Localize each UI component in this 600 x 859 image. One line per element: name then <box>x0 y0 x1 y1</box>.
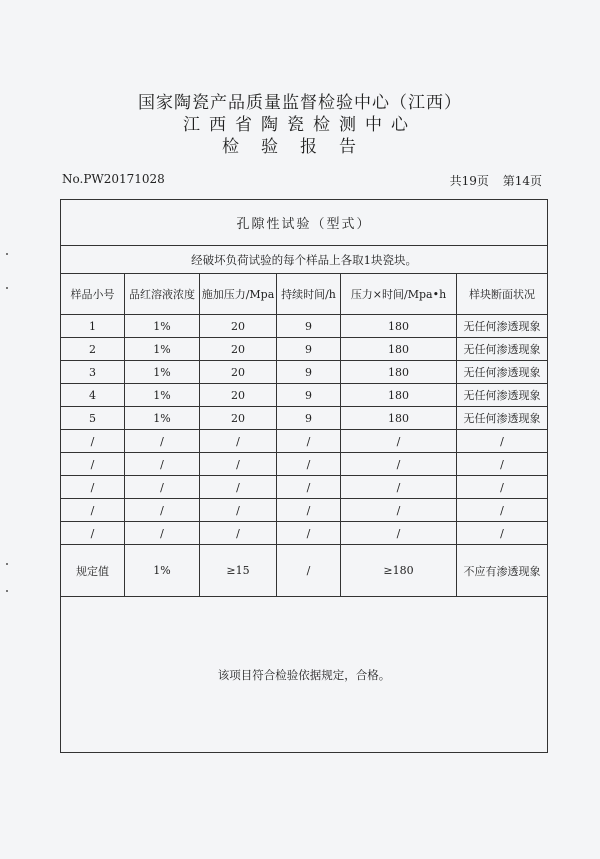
table-row <box>61 338 548 361</box>
table-cell: / <box>457 499 548 522</box>
table-cell: / <box>341 453 457 476</box>
table-cell: / <box>341 476 457 499</box>
report-type: 检验报告 <box>222 137 378 157</box>
column-header: 样块断面状况 <box>457 274 548 315</box>
table-cell: 1% <box>125 407 200 430</box>
table-cell: / <box>125 453 200 476</box>
table-cell: 180 <box>341 384 457 407</box>
scan-dot <box>6 563 8 565</box>
table-cell: / <box>341 499 457 522</box>
table-cell: / <box>61 430 125 453</box>
requirement-cell: ≥180 <box>341 545 457 597</box>
table-cell: 180 <box>341 407 457 430</box>
scan-dot <box>6 253 8 255</box>
report-header <box>0 92 600 158</box>
test-title: 孔隙性试验（型式） <box>61 200 548 246</box>
current-page: 第14页 <box>502 174 542 188</box>
total-pages: 共19页 <box>449 174 489 188</box>
report-number: No.PW20171028 <box>62 172 165 186</box>
conclusion: 该项目符合检验依据规定，合格。 <box>61 597 548 753</box>
porosity-test-table <box>60 199 548 753</box>
table-cell: / <box>277 453 341 476</box>
table-cell: / <box>457 430 548 453</box>
requirement-cell: 规定值 <box>61 545 125 597</box>
table-cell: / <box>200 453 277 476</box>
column-header: 施加压力/Mpa <box>200 274 277 315</box>
table-cell: 9 <box>277 338 341 361</box>
table-cell: 20 <box>200 361 277 384</box>
table-cell: / <box>341 430 457 453</box>
table-row <box>61 499 548 522</box>
table-cell: / <box>457 522 548 545</box>
column-header: 样品小号 <box>61 274 125 315</box>
table-row <box>61 315 548 338</box>
table-cell: 1% <box>125 338 200 361</box>
table-cell: 4 <box>61 384 125 407</box>
column-header: 持续时间/h <box>277 274 341 315</box>
table-row <box>61 361 548 384</box>
table-cell: 5 <box>61 407 125 430</box>
table-cell: 9 <box>277 407 341 430</box>
table-cell: 无任何渗透现象 <box>457 361 548 384</box>
column-header: 压力×时间/Mpa•h <box>341 274 457 315</box>
table-cell: 180 <box>341 361 457 384</box>
table-row <box>61 384 548 407</box>
table-cell: / <box>200 522 277 545</box>
table-cell: / <box>341 522 457 545</box>
table-cell: / <box>277 476 341 499</box>
table-cell: / <box>125 522 200 545</box>
table-cell: 20 <box>200 384 277 407</box>
requirement-cell: ≥15 <box>200 545 277 597</box>
table-cell: 3 <box>61 361 125 384</box>
table-cell: / <box>61 453 125 476</box>
center-subname: 江西省陶瓷检测中心 <box>183 115 417 135</box>
table-row <box>61 453 548 476</box>
table-cell: 2 <box>61 338 125 361</box>
table-cell: / <box>277 522 341 545</box>
requirement-cell: 不应有渗透现象 <box>457 545 548 597</box>
scan-dot <box>6 287 8 289</box>
table-cell: 无任何渗透现象 <box>457 338 548 361</box>
table-cell: 180 <box>341 315 457 338</box>
table-cell: 无任何渗透现象 <box>457 407 548 430</box>
table-cell: / <box>200 476 277 499</box>
table-row <box>61 476 548 499</box>
table-row <box>61 407 548 430</box>
table-header-row <box>61 274 548 315</box>
table-cell: / <box>277 499 341 522</box>
test-description: 经破坏负荷试验的每个样品上各取1块瓷块。 <box>61 246 548 274</box>
table-cell: 9 <box>277 384 341 407</box>
scan-dot <box>6 590 8 592</box>
table-cell: / <box>61 522 125 545</box>
table-cell: / <box>125 476 200 499</box>
table-row <box>61 430 548 453</box>
requirement-cell: 1% <box>125 545 200 597</box>
table-cell: 9 <box>277 361 341 384</box>
table-cell: / <box>125 499 200 522</box>
table-cell: 1% <box>125 384 200 407</box>
table-cell: / <box>457 453 548 476</box>
table-cell: 20 <box>200 407 277 430</box>
requirement-row <box>61 545 548 597</box>
center-name: 国家陶瓷产品质量监督检验中心（江西） <box>138 93 462 113</box>
table-cell: 20 <box>200 315 277 338</box>
table-cell: 180 <box>341 338 457 361</box>
table-cell: / <box>61 476 125 499</box>
table-cell: 无任何渗透现象 <box>457 315 548 338</box>
table-cell: / <box>457 476 548 499</box>
table-cell: / <box>200 430 277 453</box>
table-cell: 1 <box>61 315 125 338</box>
table-cell: / <box>61 499 125 522</box>
table-cell: 9 <box>277 315 341 338</box>
table-cell: / <box>125 430 200 453</box>
table-cell: / <box>200 499 277 522</box>
page-info <box>440 172 542 189</box>
table-row <box>61 522 548 545</box>
table-cell: 无任何渗透现象 <box>457 384 548 407</box>
table-cell: / <box>277 430 341 453</box>
table-cell: 20 <box>200 338 277 361</box>
table-cell: 1% <box>125 361 200 384</box>
table-cell: 1% <box>125 315 200 338</box>
column-header: 品红溶液浓度 <box>125 274 200 315</box>
requirement-cell: / <box>277 545 341 597</box>
